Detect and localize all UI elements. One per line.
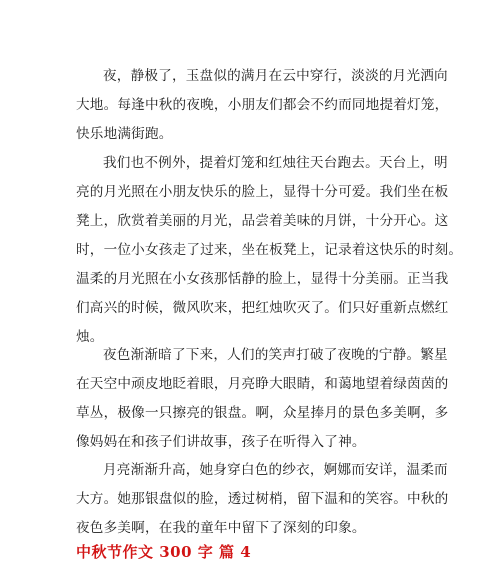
paragraph-2: [76, 149, 463, 352]
paragraph-line: 快乐地满街跑。: [76, 126, 173, 142]
section-heading: 中秋节作文 300 字 篇 4: [76, 543, 252, 561]
paragraph-line: 夜色渐渐暗了下来，人们的笑声打破了夜晚的宁静。繁星: [103, 347, 448, 363]
paragraph-line: 凳上，欣赏着美丽的月光，品尝着美味的月饼，十分开心。这: [76, 213, 449, 229]
paragraph-line: 们高兴的时候，微风吹来，把红烛吹灭了。们只好重新点燃红: [76, 300, 449, 316]
paragraph-line: 温柔的月光照在小女孩那恬静的脸上，显得十分美丽。正当我: [76, 271, 449, 287]
paragraph-line: 时，一位小女孩走了过来，坐在板凳上，记录着这快乐的时刻。: [76, 242, 463, 258]
paragraph-line: 亮的月光照在小朋友快乐的脸上，显得十分可爱。我们坐在板: [76, 184, 449, 200]
paragraph-line: 烛。: [76, 329, 104, 345]
paragraph-4: [76, 456, 449, 543]
paragraph-line: 草丛，极像一只擦亮的银盘。啊，众星捧月的景色多美啊，多: [76, 405, 449, 421]
paragraph-line: 夜色多美啊，在我的童年中留下了深刻的印象。: [76, 520, 366, 536]
paragraph-3: [76, 341, 449, 457]
paragraph-line: 大方。她那银盘似的脸，透过树梢，留下温和的笑容。中秋的: [76, 491, 449, 507]
paragraph-line: 像妈妈在和孩子们讲故事，孩子在听得入了神。: [76, 434, 366, 450]
paragraph-line: 大地。每逢中秋的夜晚，小朋友们都会不约而同地提着灯笼，: [76, 97, 449, 113]
paragraph-line: 月亮渐渐升高，她身穿白色的纱衣，婀娜而安详，温柔而: [103, 462, 448, 478]
paragraph-1: [76, 62, 449, 149]
paragraph-line: 我们也不例外，提着灯笼和红烛往天台跑去。天台上，明: [103, 155, 448, 171]
paragraph-line: 在天空中顽皮地眨着眼，月亮睁大眼睛，和蔼地望着绿茵茵的: [76, 376, 449, 392]
paragraph-line: 夜，静极了，玉盘似的满月在云中穿行，淡淡的月光洒向: [103, 68, 448, 84]
